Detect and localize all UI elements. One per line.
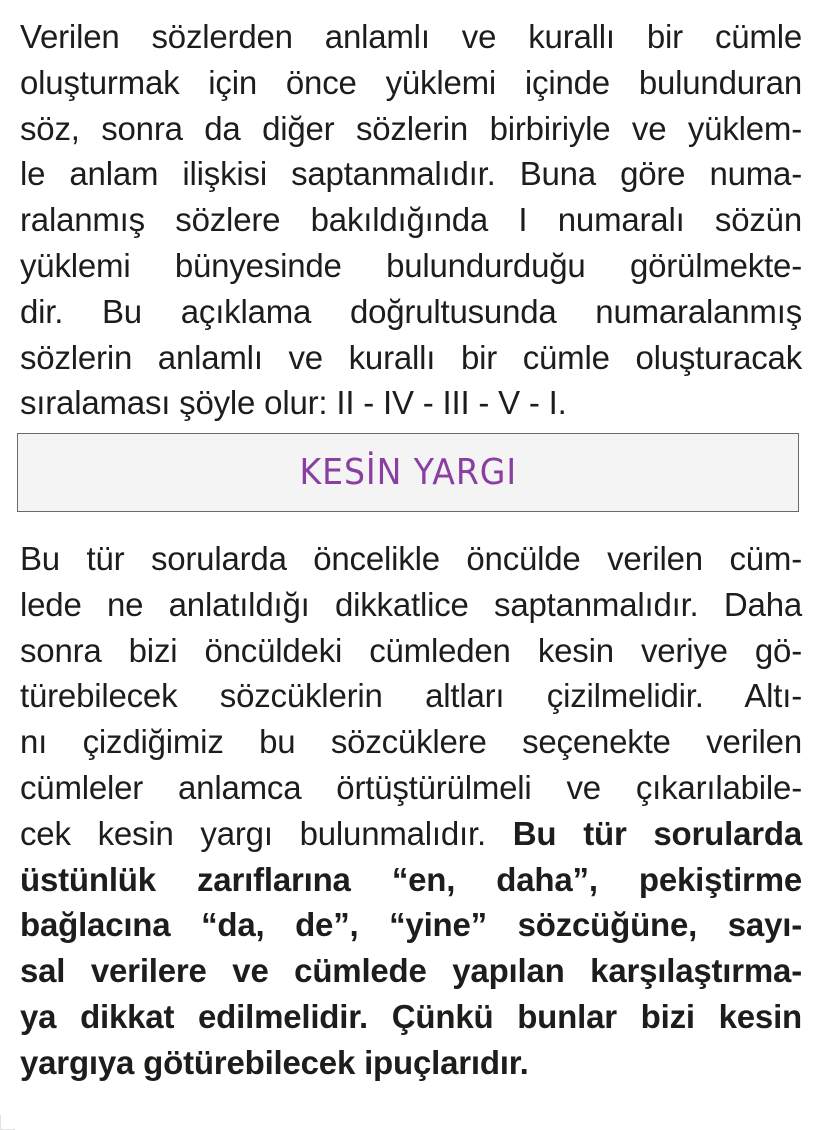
- paragraph-line-bold: sal verilere ve cümlede yapılan karşılaştırma-: [20, 952, 802, 990]
- paragraph-line-bold: üstünlük zarıflarına “en, daha”, pekiştirme: [20, 860, 802, 898]
- paragraph-line-bold: ya dikkat edilmelidir. Çünkü bunlar bizi kesin: [20, 997, 802, 1035]
- paragraph-line: sözlerin anlamlı ve kurallı bir cümle oluşturacak: [20, 338, 802, 376]
- paragraph-line: sıralaması şöyle olur: II - IV - III - V - I.: [20, 384, 567, 422]
- paragraph-text-bold: Bu tür sorularda: [512, 814, 802, 852]
- paragraph-line-bold: bağlacına “da, de”, “yine” sözcüğüne, sayı-: [20, 906, 802, 944]
- paragraph-line: sonra bizi öncüldeki cümleden kesin veriye gö-: [20, 631, 802, 669]
- page-corner-mark: [0, 1115, 15, 1130]
- paragraph-sentence-ordering: [20, 14, 802, 426]
- paragraph-line: lede ne anlatıldığı dikkatlice saptanmalıdır. Daha: [20, 585, 802, 623]
- paragraph-line-bold: yargıya götürebilecek ipuçlarıdır.: [20, 1043, 529, 1081]
- paragraph-line: söz, sonra da diğer sözlerin birbiriyle ve yüklem-: [20, 109, 802, 147]
- paragraph-line: Verilen sözlerden anlamlı ve kurallı bir cümle: [20, 18, 802, 55]
- paragraph-line: yüklemi bünyesinde bulundurduğu görülmekte-: [20, 246, 802, 284]
- section-heading-title: KESİN YARGI: [299, 452, 517, 493]
- paragraph-line: türebilecek sözcüklerin altları çizilmelidir. Altı-: [20, 677, 802, 715]
- paragraph-certain-judgment: [20, 536, 802, 1086]
- paragraph-line: nı çizdiğimiz bu sözcüklere seçenekte verilen: [20, 723, 802, 761]
- paragraph-line: dir. Bu açıklama doğrultusunda numaralanmış: [20, 292, 802, 330]
- paragraph-line: le anlam ilişkisi saptanmalıdır. Buna göre numa-: [20, 155, 802, 193]
- paragraph-line: Bu tür sorularda öncelikle öncülde verilen cüm-: [20, 540, 802, 577]
- paragraph-line: oluşturmak için önce yüklemi içinde bulunduran: [20, 63, 802, 101]
- paragraph-text-regular: cek kesin yargı bulunmalıdır.: [20, 814, 513, 852]
- section-heading-box: [17, 433, 799, 512]
- paragraph-line: cümleler anlamca örtüştürülmeli ve çıkarılabile-: [20, 768, 802, 806]
- paragraph-line-mixed: [20, 811, 802, 857]
- paragraph-line: ralanmış sözlere bakıldığında I numaralı sözün: [20, 201, 802, 239]
